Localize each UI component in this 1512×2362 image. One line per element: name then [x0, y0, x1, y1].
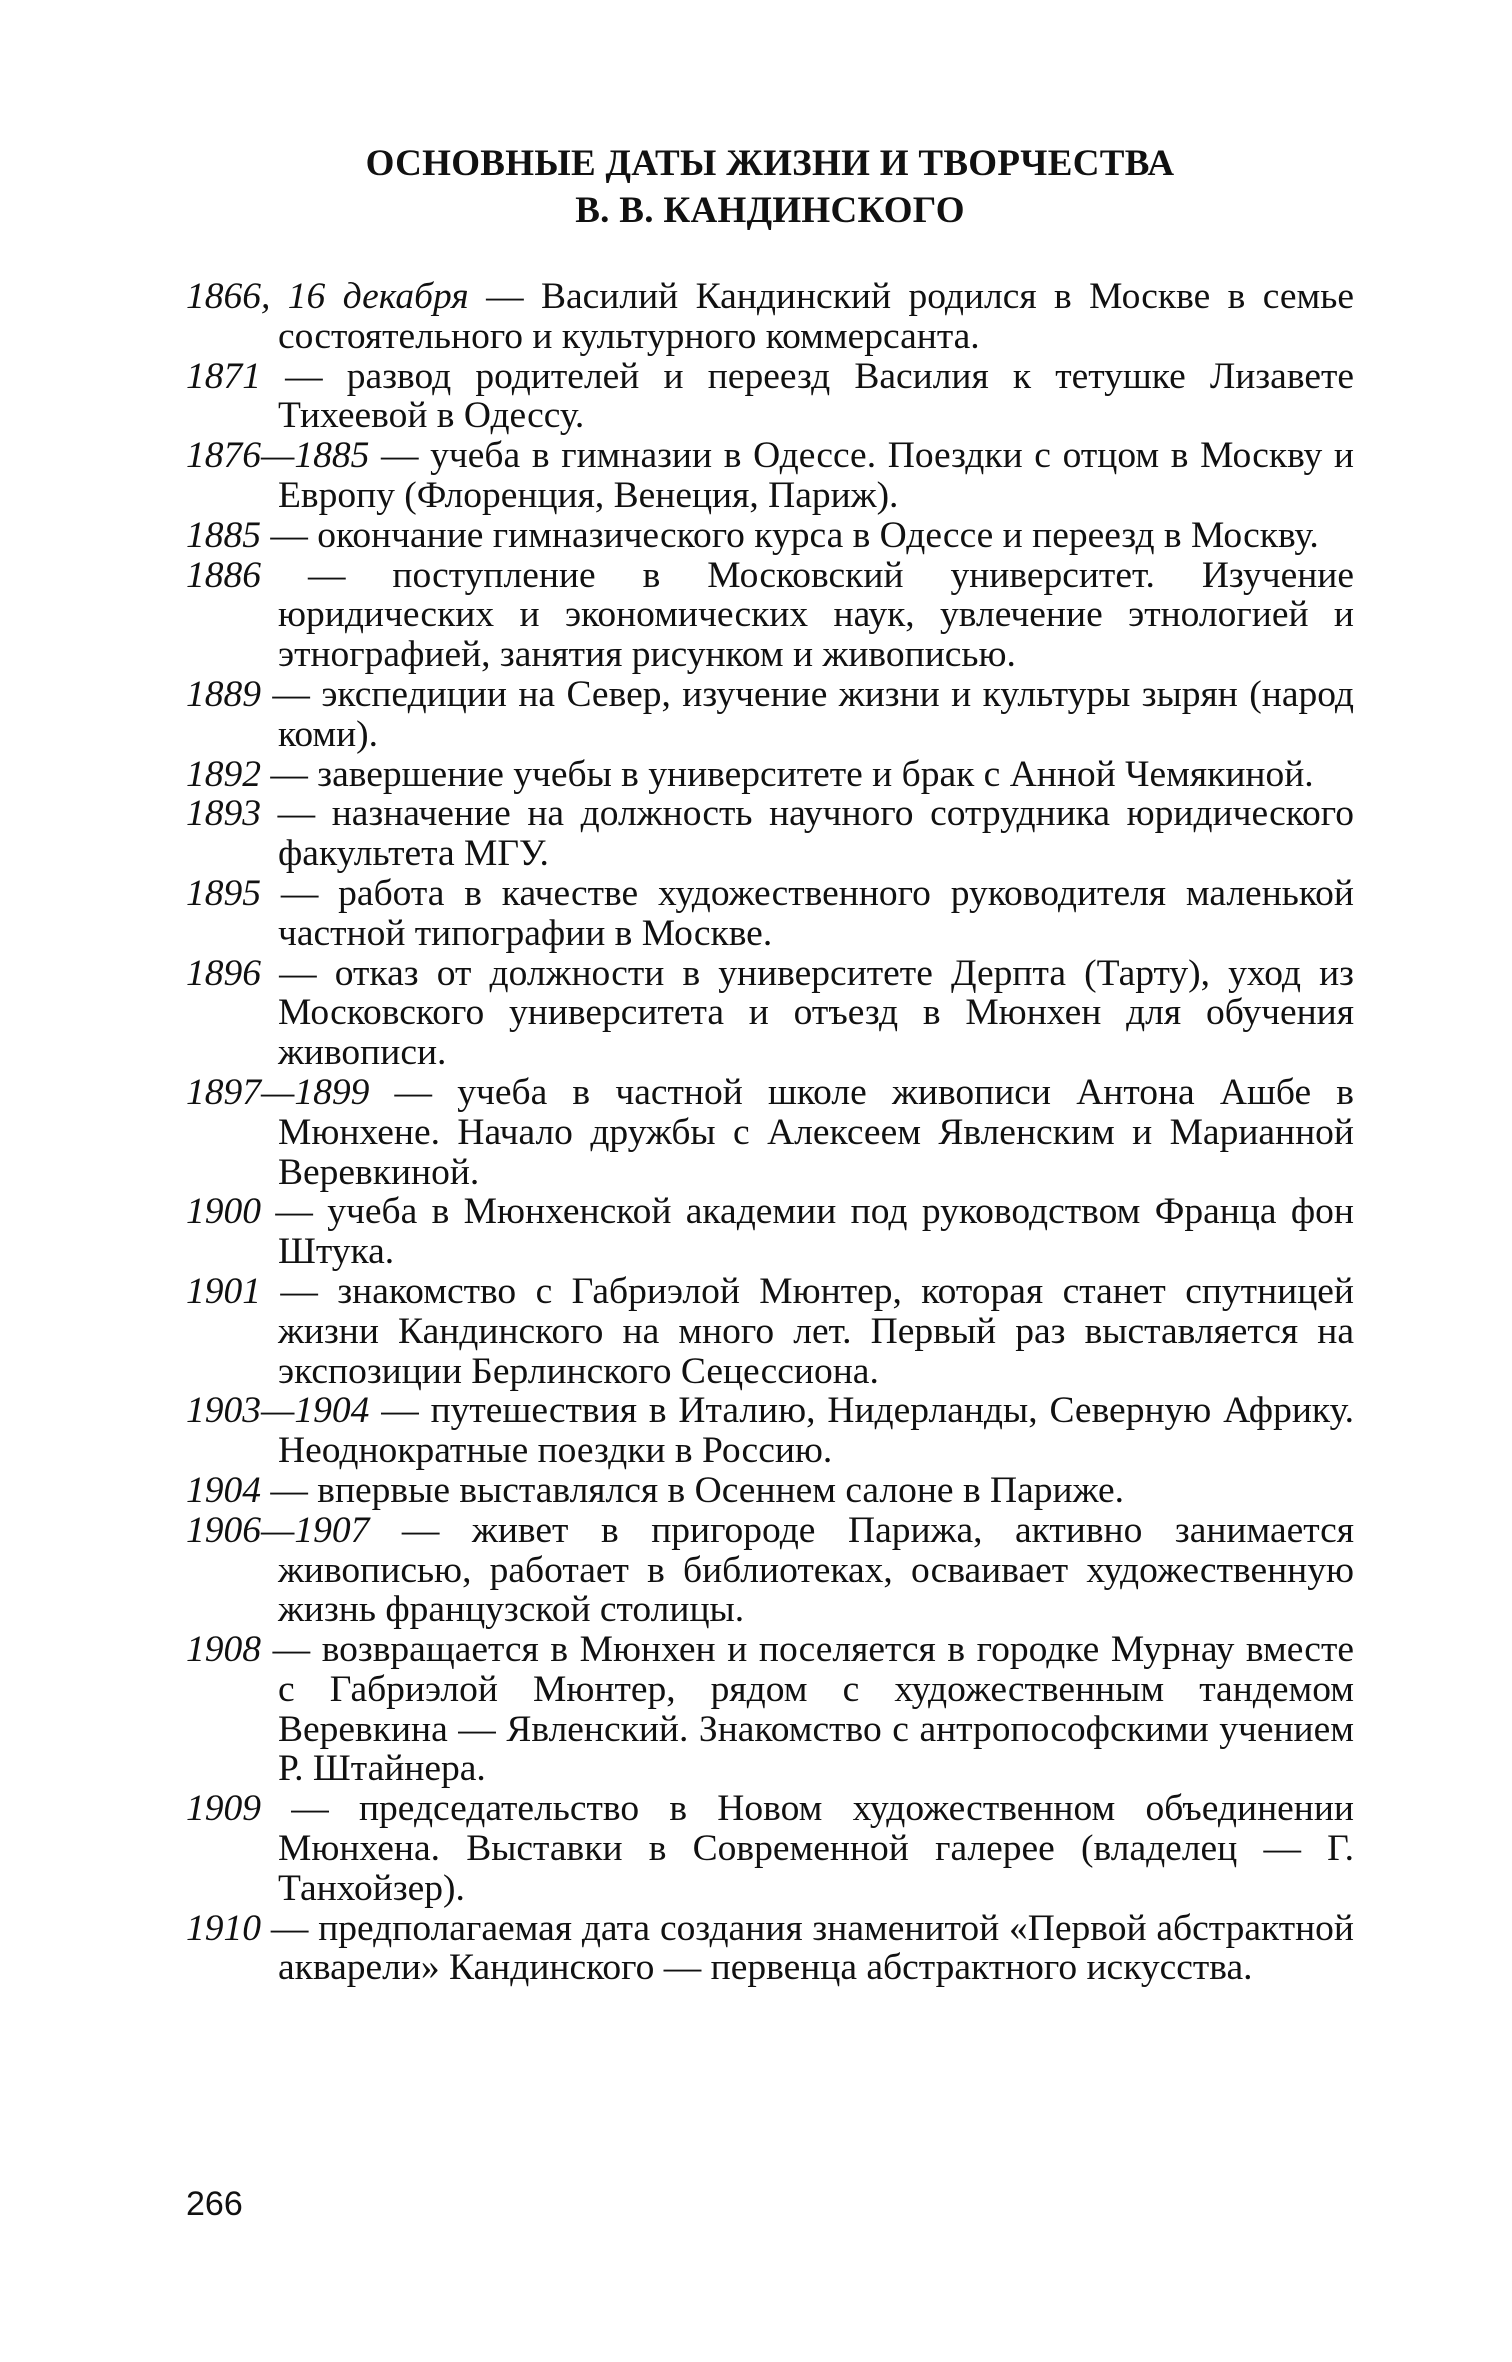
chronology-entry — [186, 954, 1354, 1073]
entry-date: 1910 — [186, 1907, 261, 1949]
chronology-entry — [186, 357, 1354, 437]
entry-date: 1903—1904 — [186, 1390, 370, 1432]
heading-line-2: В. В. КАНДИНСКОГО — [575, 190, 965, 231]
chronology-entry — [186, 1192, 1354, 1272]
entry-date: 1892 — [186, 753, 261, 795]
entry-date: 1885 — [186, 514, 261, 556]
entry-text: — предполагаемая дата создания знаменитой «Первой абстрактной акварели» Кандинского — первенца абстрактного искусства. — [261, 1907, 1354, 1989]
chronology-entry — [186, 1909, 1354, 1989]
entry-text: — поступление в Московский университет. Изучение юридических и экономических наук, увлечение этнологией и этнографией, занятия рисунком и живописью. — [261, 554, 1354, 676]
chronology-entry — [186, 874, 1354, 954]
chronology-entry — [186, 1471, 1354, 1511]
entry-text: — завершение учебы в университете и брак с Анной Чемякиной. — [261, 753, 1314, 795]
entry-text: — Василий Кандинский родился в Москве в семье состоятельного и культурного коммерсанта. — [278, 276, 1354, 357]
entry-date: 1906—1907 — [186, 1509, 370, 1551]
entry-text: — председательство в Новом художественном объединении Мюнхена. Выставки в Современной галерее (владелец — Г. Танхойзер). — [261, 1788, 1354, 1909]
entry-text: — учеба в Мюнхенской академии под руководством Франца фон Штука. — [261, 1191, 1354, 1273]
entry-date: 1909 — [186, 1788, 261, 1830]
chronology-entry — [186, 556, 1354, 675]
chronology-entry — [186, 1391, 1354, 1471]
chronology-entry — [186, 1511, 1354, 1630]
chronology-list — [186, 277, 1354, 1988]
entry-text: — окончание гимназического курса в Одессе и переезд в Москву. — [261, 514, 1319, 556]
chronology-entry — [186, 755, 1354, 795]
page-number: 266 — [186, 2185, 243, 2223]
entry-text: — назначение на должность научного сотрудника юридического факультета МГУ. — [261, 793, 1354, 875]
entry-date: 1900 — [186, 1191, 261, 1233]
chapter-heading — [186, 140, 1354, 234]
entry-date: 1896 — [186, 952, 261, 994]
entry-date: 1866, 16 декабря — [186, 276, 469, 317]
entry-text: — живет в пригороде Парижа, активно занимается живописью, работает в библиотеках, осваивает художественную жизнь французской столицы. — [278, 1509, 1354, 1631]
entry-text: — экспедиции на Север, изучение жизни и культуры зырян (народ коми). — [261, 673, 1354, 755]
entry-text: — учеба в частной школе живописи Антона Ашбе в Мюнхене. Начало дружбы с Алексеем Явленским и Марианной Веревкиной. — [278, 1071, 1354, 1193]
entry-text: — впервые выставлялся в Осеннем салоне в Париже. — [261, 1469, 1125, 1511]
entry-date: 1871 — [186, 355, 261, 397]
chronology-entry — [186, 794, 1354, 874]
entry-date: 1901 — [186, 1270, 261, 1312]
entry-text: — отказ от должности в университете Дерпта (Тарту), уход из Московского университета и отъезд в Мюнхен для обучения живописи. — [261, 952, 1354, 1074]
chronology-entry — [186, 516, 1354, 556]
entry-text: — работа в качестве художественного руководителя маленькой частной типографии в Москве. — [261, 872, 1354, 954]
entry-date: 1876—1885 — [186, 435, 370, 477]
chronology-entry — [186, 1272, 1354, 1391]
entry-date: 1889 — [186, 673, 261, 715]
chronology-entry — [186, 1789, 1354, 1908]
heading-line-1: ОСНОВНЫЕ ДАТЫ ЖИЗНИ И ТВОРЧЕСТВА — [365, 143, 1175, 184]
entry-date: 1895 — [186, 872, 261, 914]
entry-date: 1886 — [186, 554, 261, 596]
chronology-entry — [186, 675, 1354, 755]
entry-date: 1908 — [186, 1629, 261, 1671]
entry-text: — возвращается в Мюнхен и поселяется в городке Мурнау вместе с Габриэлой Мюнтер, рядом с художественным тандемом Веревкина — Явленский. Знакомство с антропософскими учением Р. Штайнера. — [261, 1629, 1354, 1790]
entry-date: 1893 — [186, 793, 261, 835]
chronology-entry — [186, 1630, 1354, 1789]
entry-text: — развод родителей и переезд Василия к тетушке Лизавете Тихеевой в Одессу. — [261, 355, 1354, 437]
entry-date: 1897—1899 — [186, 1071, 370, 1113]
entry-date: 1904 — [186, 1469, 261, 1511]
entry-text: — знакомство с Габриэлой Мюнтер, которая станет спутницей жизни Кандинского на много лет. Первый раз выставляется на экспозиции Берлинского Сецессиона. — [261, 1270, 1354, 1392]
chronology-entry — [186, 1073, 1354, 1192]
entry-text: — путешествия в Италию, Нидерланды, Северную Африку. Неоднократные поездки в Россию. — [278, 1390, 1354, 1472]
entry-text: — учеба в гимназии в Одессе. Поездки с отцом в Москву и Европу (Флоренция, Венеция, Париж). — [278, 435, 1354, 516]
chronology-entry — [186, 436, 1354, 516]
chronology-entry — [186, 277, 1354, 357]
